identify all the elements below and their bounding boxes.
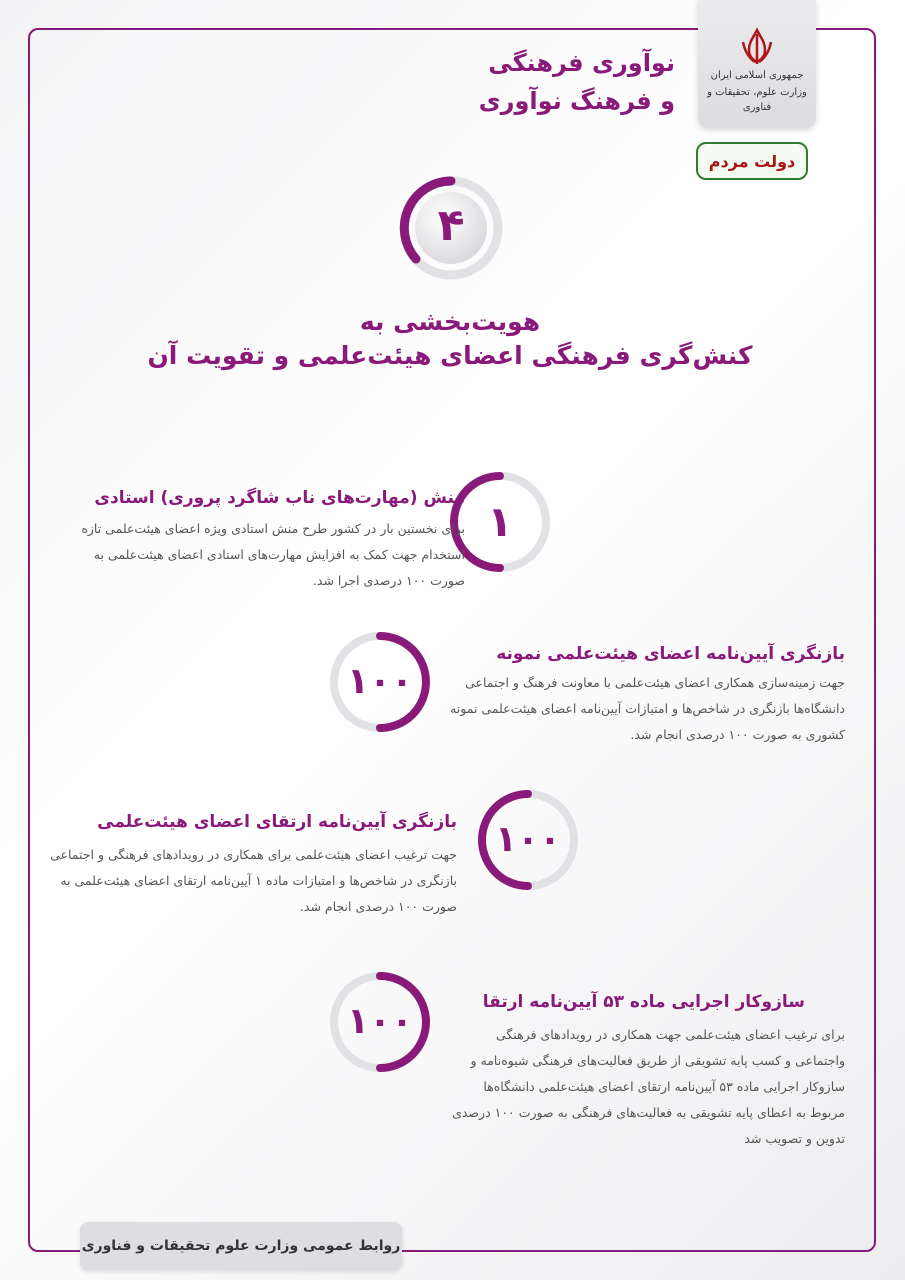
- item-2-value: ۱۰۰: [347, 661, 413, 702]
- item-1-text: برای نخستین بار در کشور طرح منش استادی ویژه اعضای هیئت‌علمی تازه استخدام جهت کمک به افزایش مهارت‌های استادی اعضای هیئت‌علمی به صورت ۱۰۰ درصدی اجرا شد.: [81, 521, 465, 588]
- item-3-ring: [468, 780, 588, 900]
- main-title: [100, 305, 800, 373]
- item-4-text: برای ترغیب اعضای هیئت‌علمی جهت همکاری در رویدادهای فرهنگی واجتماعی و کسب پایه تشویقی از طریق فعالیت‌های فرهنگی شیوه‌نامه و سازوکار اجرایی ماده ۵۳ آیین‌نامه ارتقای اعضای هیئت‌علمی دانشگاه‌ها مربوط به اعطای پایه تشویقی به فعالیت‌های فرهنگی به صورت ۱۰۰ درصدی تدوین و تصویب شد: [452, 1027, 845, 1146]
- header-title-line-2: و فرهنگ نوآوری: [478, 87, 675, 115]
- item-1-value: ۱: [487, 497, 513, 546]
- item-4-title: سازوکار اجرایی ماده ۵۳ آیین‌نامه ارتقا: [482, 992, 805, 1012]
- item-3-text: جهت ترغیب اعضای هیئت‌علمی برای همکاری در رویدادهای فرهنگی و اجتماعی بازنگری در شاخص‌ها و امتیازات ماده ۱ آیین‌نامه ارتقای اعضای هیئت‌علمی به صورت ۱۰۰ درصدی انجام شد.: [50, 847, 457, 914]
- item-2-ring: [320, 622, 440, 742]
- section-number-ring: [395, 172, 507, 284]
- iran-emblem-icon: [739, 26, 775, 66]
- item-3-title: بازنگری آیین‌نامه ارتقای اعضای هیئت‌علمی: [97, 812, 457, 832]
- logo-line-1: جمهوری اسلامی ایران: [710, 70, 804, 81]
- ministry-logo: [698, 0, 816, 128]
- footer-label: روابط عمومی وزارت علوم تحقیقات و فناوری: [80, 1222, 402, 1270]
- item-2-text: جهت زمینه‌سازی همکاری اعضای هیئت‌علمی با معاونت فرهنگ و اجتماعی دانشگاه‌ها بازنگری در شاخص‌ها و امتیازات آیین‌نامه اعضای هیئت‌علمی نمونه کشوری به صورت ۱۰۰ درصدی انجام شد.: [450, 675, 845, 742]
- item-3-value: ۱۰۰: [495, 819, 561, 860]
- item-4-ring: [320, 962, 440, 1082]
- header-title-line-1: نوآوری فرهنگی: [488, 49, 675, 77]
- header-title: [375, 44, 675, 120]
- logo-line-2: وزارت علوم، تحقیقات و فناوری: [707, 87, 807, 113]
- government-badge: دولت مردم: [696, 142, 808, 180]
- main-title-line-1: هویت‌بخشی به: [359, 307, 541, 336]
- item-2-title: بازنگری آیین‌نامه اعضای هیئت‌علمی نمونه: [496, 644, 845, 664]
- item-1-title: منش (مهارت‌های ناب شاگرد پروری) استادی: [94, 488, 465, 508]
- item-4-value: ۱۰۰: [347, 1001, 413, 1042]
- main-title-line-2: کنش‌گری فرهنگی اعضای هیئت‌علمی و تقویت آن: [147, 341, 753, 370]
- section-number: ۴: [437, 200, 465, 251]
